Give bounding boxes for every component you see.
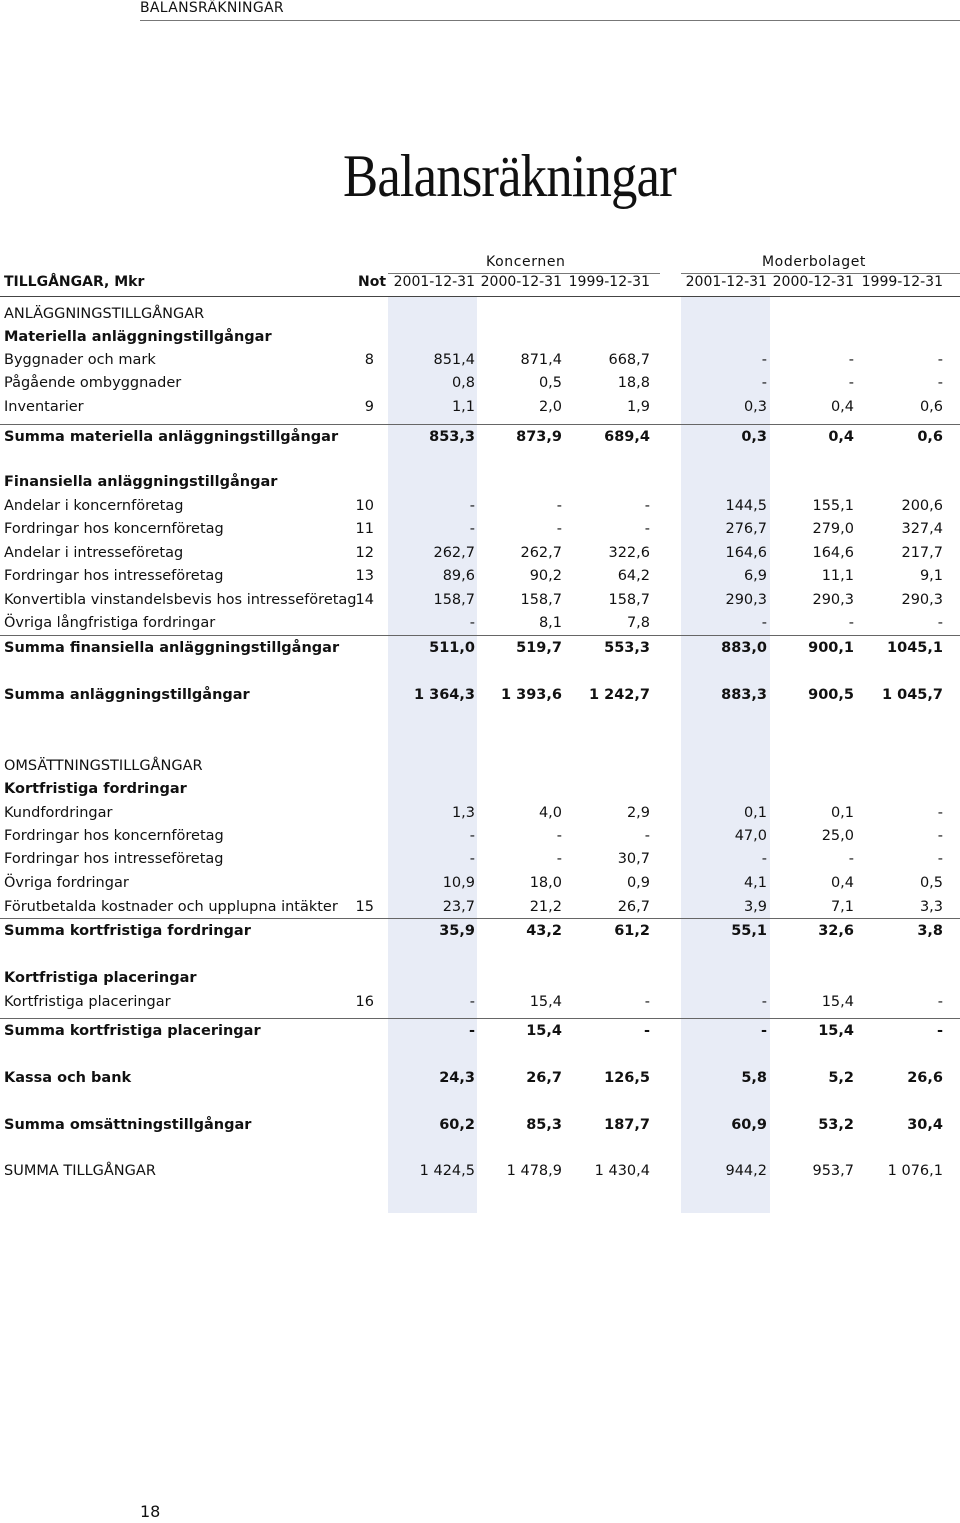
row-value: 32,6 <box>818 923 854 939</box>
row-label: Summa omsättningstillgångar <box>4 1117 252 1133</box>
row-value: 3,9 <box>743 899 767 915</box>
row-value: - <box>469 851 475 867</box>
row-value: 511,0 <box>429 640 475 656</box>
row-value: - <box>761 615 767 631</box>
row-label: Summa finansiella anläggningstillgångar <box>4 640 340 656</box>
row-value: - <box>644 521 650 537</box>
row-value: 262,7 <box>433 545 475 561</box>
row-label: Kundfordringar <box>4 805 113 821</box>
row-value: - <box>761 352 767 368</box>
row-label: Pågående ombyggnader <box>4 375 182 391</box>
row-note: 9 <box>364 399 374 415</box>
row-value: - <box>644 498 650 514</box>
table-row <box>0 565 960 587</box>
row-label: Kortfristiga placeringar <box>4 970 197 986</box>
row-value: 0,1 <box>743 805 767 821</box>
row-value: 53,2 <box>818 1117 854 1133</box>
row-value: 126,5 <box>604 1070 650 1086</box>
row-value: 55,1 <box>731 923 767 939</box>
row-value: - <box>937 352 943 368</box>
row-value: 30,7 <box>617 851 650 867</box>
table-row <box>0 542 960 564</box>
row-value: 290,3 <box>812 592 854 608</box>
row-value: 1,9 <box>626 399 650 415</box>
row-value: 164,6 <box>812 545 854 561</box>
row-value: 64,2 <box>617 568 650 584</box>
row-value: 5,8 <box>741 1070 767 1086</box>
row-value: 24,3 <box>439 1070 475 1086</box>
row-value: - <box>848 615 854 631</box>
row-value: 26,6 <box>907 1070 943 1086</box>
column-header-k3: 1999-12-31 <box>568 274 650 290</box>
row-label: OMSÄTTNINGSTILLGÅNGAR <box>4 758 203 774</box>
table-row <box>0 372 960 394</box>
sum-divider <box>0 918 960 919</box>
page-title: Balansräkningar <box>343 143 676 209</box>
row-value: 30,4 <box>907 1117 943 1133</box>
row-value: - <box>937 375 943 391</box>
row-label: Andelar i intresseföretag <box>4 545 184 561</box>
table-row <box>0 802 960 824</box>
column-header-not: Not <box>358 274 387 290</box>
row-value: 900,1 <box>808 640 854 656</box>
row-value: 26,7 <box>526 1070 562 1086</box>
row-value: 25,0 <box>821 828 854 844</box>
row-value: 290,3 <box>725 592 767 608</box>
row-value: 0,5 <box>919 875 943 891</box>
row-label: Summa kortfristiga placeringar <box>4 1023 261 1039</box>
row-label: Andelar i koncernföretag <box>4 498 184 514</box>
row-value: 5,2 <box>828 1070 854 1086</box>
column-header-m3: 1999-12-31 <box>861 274 943 290</box>
row-value: - <box>936 1023 943 1039</box>
row-value: 853,3 <box>429 429 475 445</box>
row-value: 900,5 <box>808 687 854 703</box>
row-value: 8,1 <box>538 615 562 631</box>
row-value: 0,6 <box>919 399 943 415</box>
row-value: 0,6 <box>917 429 943 445</box>
row-value: 0,4 <box>830 399 854 415</box>
row-value: 11,1 <box>821 568 854 584</box>
group-header-koncernen: Koncernen <box>486 254 566 270</box>
header-bottom-rule <box>0 296 960 297</box>
row-value: 1 364,3 <box>413 687 475 703</box>
table-row <box>0 303 960 325</box>
sum-divider <box>0 1018 960 1019</box>
row-label: Materiella anläggningstillgångar <box>4 329 272 345</box>
table-row <box>0 848 960 870</box>
row-value: 1 424,5 <box>419 1163 475 1179</box>
row-value: 953,7 <box>812 1163 854 1179</box>
row-value: 1 045,7 <box>881 687 943 703</box>
row-value: 21,2 <box>529 899 562 915</box>
table-row <box>0 426 960 448</box>
table-row <box>0 326 960 348</box>
row-value: 158,7 <box>520 592 562 608</box>
table-row <box>0 612 960 634</box>
table-row <box>0 1114 960 1136</box>
row-note: 11 <box>355 521 374 537</box>
column-header-k2: 2000-12-31 <box>480 274 562 290</box>
row-value: 9,1 <box>919 568 943 584</box>
row-note: 12 <box>355 545 374 561</box>
row-value: 0,9 <box>626 875 650 891</box>
page-number: 18 <box>140 1502 161 1521</box>
table-row <box>0 1020 960 1042</box>
row-value: 0,8 <box>451 375 475 391</box>
row-label: Kortfristiga placeringar <box>4 994 171 1010</box>
row-value: 7,8 <box>626 615 650 631</box>
row-value: 18,8 <box>617 375 650 391</box>
row-value: 3,3 <box>919 899 943 915</box>
row-value: - <box>469 615 475 631</box>
row-value: 7,1 <box>830 899 854 915</box>
row-value: 155,1 <box>812 498 854 514</box>
table-row <box>0 991 960 1013</box>
row-value: 158,7 <box>433 592 475 608</box>
row-label: Konvertibla vinstandelsbevis hos intresseföretag <box>4 592 357 608</box>
row-label: Fordringar hos intresseföretag <box>4 568 224 584</box>
row-value: 60,2 <box>439 1117 475 1133</box>
row-value: 0,4 <box>828 429 854 445</box>
column-header-dates <box>0 271 960 293</box>
row-label: Byggnader och mark <box>4 352 156 368</box>
row-value: - <box>937 805 943 821</box>
row-value: 90,2 <box>529 568 562 584</box>
row-value: - <box>761 851 767 867</box>
row-value: - <box>848 851 854 867</box>
row-value: - <box>469 521 475 537</box>
table-row <box>0 495 960 517</box>
row-value: 689,4 <box>604 429 650 445</box>
row-value: 89,6 <box>442 568 475 584</box>
row-label: Kassa och bank <box>4 1070 132 1086</box>
table-row <box>0 637 960 659</box>
row-value: 43,2 <box>526 923 562 939</box>
row-label: Summa materiella anläggningstillgångar <box>4 429 339 445</box>
balance-table <box>0 200 960 1220</box>
row-value: - <box>937 615 943 631</box>
table-row <box>0 1160 960 1182</box>
row-value: 10,9 <box>442 875 475 891</box>
row-value: - <box>556 521 562 537</box>
row-label: Kortfristiga fordringar <box>4 781 187 797</box>
row-value: 1 076,1 <box>887 1163 943 1179</box>
table-row <box>0 589 960 611</box>
column-header-m2: 2000-12-31 <box>772 274 854 290</box>
table-row <box>0 349 960 371</box>
row-value: 1045,1 <box>887 640 943 656</box>
row-value: 85,3 <box>526 1117 562 1133</box>
row-value: 18,0 <box>529 875 562 891</box>
row-value: 47,0 <box>734 828 767 844</box>
row-value: 15,4 <box>526 1023 562 1039</box>
row-value: 1 242,7 <box>588 687 650 703</box>
row-value: 0,3 <box>743 399 767 415</box>
row-value: 187,7 <box>604 1117 650 1133</box>
row-note: 15 <box>355 899 374 915</box>
row-value: 200,6 <box>901 498 943 514</box>
row-label: Finansiella anläggningstillgångar <box>4 474 278 490</box>
row-value: 61,2 <box>614 923 650 939</box>
row-value: - <box>760 1023 767 1039</box>
row-value: 144,5 <box>725 498 767 514</box>
row-value: 15,4 <box>821 994 854 1010</box>
row-label: Inventarier <box>4 399 84 415</box>
row-value: 1,1 <box>451 399 475 415</box>
row-label: Fordringar hos intresseföretag <box>4 851 224 867</box>
row-label: Fordringar hos koncernföretag <box>4 828 224 844</box>
row-value: - <box>937 851 943 867</box>
row-value: 873,9 <box>516 429 562 445</box>
row-value: 851,4 <box>433 352 475 368</box>
row-value: 4,1 <box>743 875 767 891</box>
row-value: - <box>469 994 475 1010</box>
row-note: 10 <box>355 498 374 514</box>
row-value: 883,3 <box>721 687 767 703</box>
row-value: - <box>848 375 854 391</box>
row-value: 35,9 <box>439 923 475 939</box>
row-label: Summa anläggningstillgångar <box>4 687 250 703</box>
table-row <box>0 471 960 493</box>
row-label: Övriga fordringar <box>4 875 129 891</box>
row-value: 322,6 <box>608 545 650 561</box>
table-row <box>0 1067 960 1089</box>
table-row <box>0 396 960 418</box>
row-label: Förutbetalda kostnader och upplupna intäkter <box>4 899 338 915</box>
table-row <box>0 825 960 847</box>
row-value: 2,0 <box>538 399 562 415</box>
header-divider <box>140 20 960 21</box>
row-value: 23,7 <box>442 899 475 915</box>
row-value: 668,7 <box>608 352 650 368</box>
row-value: 164,6 <box>725 545 767 561</box>
row-value: - <box>469 498 475 514</box>
row-value: - <box>643 1023 650 1039</box>
row-value: - <box>937 828 943 844</box>
row-value: - <box>848 352 854 368</box>
column-header-label: TILLGÅNGAR, Mkr <box>4 274 145 290</box>
row-value: - <box>761 994 767 1010</box>
row-value: 3,8 <box>917 923 943 939</box>
row-note: 13 <box>355 568 374 584</box>
row-value: 1 430,4 <box>594 1163 650 1179</box>
column-header-k1: 2001-12-31 <box>393 274 475 290</box>
row-value: 0,1 <box>830 805 854 821</box>
table-row <box>0 896 960 918</box>
row-value: 26,7 <box>617 899 650 915</box>
row-value: 60,9 <box>731 1117 767 1133</box>
row-value: 1,3 <box>451 805 475 821</box>
sum-divider <box>0 424 960 425</box>
table-row <box>0 778 960 800</box>
row-value: - <box>644 994 650 1010</box>
row-value: 327,4 <box>901 521 943 537</box>
row-value: 276,7 <box>725 521 767 537</box>
section-header: BALANSRÄKNINGAR <box>140 0 284 16</box>
row-value: 1 393,6 <box>500 687 562 703</box>
row-value: 0,5 <box>538 375 562 391</box>
row-value: 944,2 <box>725 1163 767 1179</box>
row-value: 553,3 <box>604 640 650 656</box>
row-label: ANLÄGGNINGSTILLGÅNGAR <box>4 306 205 322</box>
row-value: 6,9 <box>743 568 767 584</box>
row-note: 16 <box>355 994 374 1010</box>
row-value: 158,7 <box>608 592 650 608</box>
table-row <box>0 872 960 894</box>
sum-divider <box>0 635 960 636</box>
row-value: 290,3 <box>901 592 943 608</box>
row-value: 279,0 <box>812 521 854 537</box>
row-value: - <box>556 828 562 844</box>
row-value: 519,7 <box>516 640 562 656</box>
row-value: 4,0 <box>538 805 562 821</box>
row-value: - <box>468 1023 475 1039</box>
table-row <box>0 920 960 942</box>
row-value: - <box>937 994 943 1010</box>
table-row <box>0 967 960 989</box>
row-value: - <box>644 828 650 844</box>
table-row <box>0 755 960 777</box>
row-note: 14 <box>355 592 374 608</box>
row-value: - <box>469 828 475 844</box>
row-value: 217,7 <box>901 545 943 561</box>
row-value: 0,3 <box>741 429 767 445</box>
table-row <box>0 518 960 540</box>
row-value: 883,0 <box>721 640 767 656</box>
row-note: 8 <box>364 352 374 368</box>
row-value: 0,4 <box>830 875 854 891</box>
row-label: SUMMA TILLGÅNGAR <box>4 1163 156 1179</box>
row-value: 15,4 <box>818 1023 854 1039</box>
row-value: 262,7 <box>520 545 562 561</box>
row-label: Övriga långfristiga fordringar <box>4 615 216 631</box>
row-value: - <box>556 851 562 867</box>
row-value: 2,9 <box>626 805 650 821</box>
row-value: - <box>556 498 562 514</box>
row-value: 15,4 <box>529 994 562 1010</box>
column-header-m1: 2001-12-31 <box>685 274 767 290</box>
row-value: 871,4 <box>520 352 562 368</box>
row-value: 1 478,9 <box>506 1163 562 1179</box>
table-row <box>0 684 960 706</box>
group-header-moderbolaget: Moderbolaget <box>762 254 867 270</box>
row-label: Fordringar hos koncernföretag <box>4 521 224 537</box>
row-value: - <box>761 375 767 391</box>
row-label: Summa kortfristiga fordringar <box>4 923 251 939</box>
